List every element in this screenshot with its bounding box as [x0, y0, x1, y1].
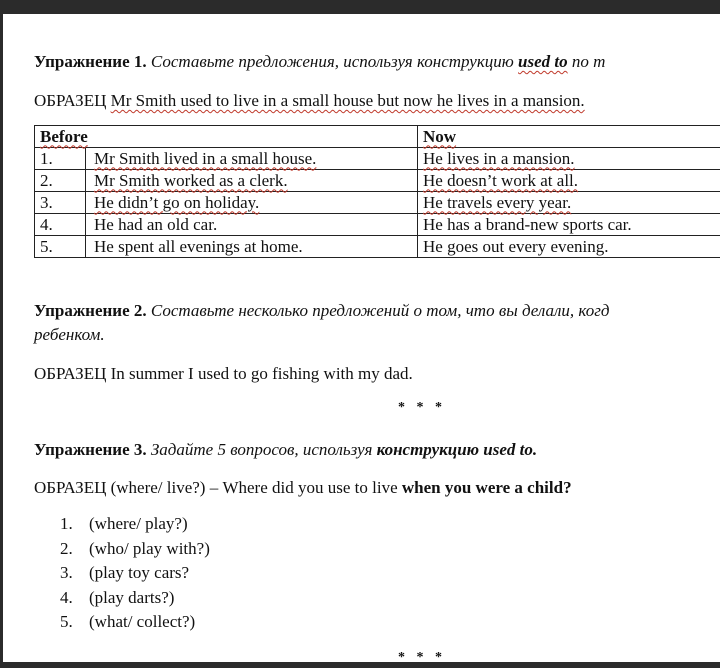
table-row — [35, 192, 720, 214]
item-number: 2. — [60, 538, 73, 558]
row-number: 3. — [35, 192, 86, 214]
list-item — [60, 586, 210, 611]
item-number: 4. — [60, 587, 73, 607]
exercise-1-heading: Упражнение 1. — [34, 52, 147, 71]
exercise-3-heading: Упражнение 3. — [34, 440, 147, 459]
table-row — [35, 148, 720, 170]
exercise-3-term: конструкцию used to. — [376, 440, 538, 459]
before-now-table — [34, 125, 720, 258]
exercise-2-task: Составьте несколько предложений о том, что вы делали, когд — [150, 301, 610, 320]
now-cell: He travels every year. — [418, 192, 720, 214]
list-item — [60, 537, 210, 562]
exercise-1-instruction — [34, 52, 605, 72]
table-header-row — [35, 126, 720, 148]
before-cell: He spent all evenings at home. — [86, 236, 418, 258]
item-text: (play toy cars? — [89, 563, 190, 582]
row-number: 5. — [35, 236, 86, 258]
document-page — [30, 0, 720, 668]
item-number: 5. — [60, 612, 73, 631]
now-cell: He doesn’t work at all. — [418, 170, 720, 192]
exercise-1-task-end: по т — [571, 52, 606, 71]
item-text: (play darts?) — [89, 587, 175, 607]
list-item — [60, 610, 210, 635]
list-item — [60, 561, 210, 586]
model-sentence: (where/ live?) – Where did you use to live — [110, 478, 398, 497]
item-text: (what/ collect?) — [89, 612, 196, 631]
exercise-1-model — [34, 91, 585, 111]
left-border — [0, 0, 3, 668]
list-item — [60, 512, 210, 537]
item-number: 1. — [60, 514, 73, 533]
model-label: ОБРАЗЕЦ — [34, 478, 107, 497]
now-cell: He has a brand-new sports car. — [418, 214, 720, 236]
before-cell: He didn’t go on holiday. — [86, 192, 418, 214]
item-number: 3. — [60, 563, 73, 582]
model-sentence: In summer I used to go fishing with my dad. — [110, 364, 413, 383]
table-row — [35, 170, 720, 192]
separator-stars-bottom: * * * — [398, 650, 446, 665]
now-cell: He goes out every evening. — [418, 236, 720, 258]
row-number: 2. — [35, 170, 86, 192]
before-cell: Mr Smith lived in a small house. — [86, 148, 418, 170]
table-row — [35, 236, 720, 258]
exercise-2-model — [34, 364, 413, 384]
question-list — [60, 512, 210, 635]
exercise-2-heading: Упражнение 2. — [34, 301, 147, 320]
before-cell: He had an old car. — [86, 214, 418, 236]
header-before: Before — [35, 126, 418, 148]
exercise-2-task-line2: ребенком. — [34, 325, 105, 344]
before-cell: Mr Smith worked as a clerk. — [86, 170, 418, 192]
item-text: (who/ play with?) — [89, 538, 210, 558]
header-now: Now — [418, 126, 720, 148]
now-cell: He lives in a mansion. — [418, 148, 720, 170]
row-number: 4. — [35, 214, 86, 236]
model-label: ОБРАЗЕЦ — [34, 91, 107, 110]
model-sentence-bold: when you were a child? — [401, 478, 572, 497]
exercise-2-instruction — [34, 301, 609, 321]
exercise-3-instruction — [34, 440, 537, 460]
exercise-1-term: used to — [518, 52, 568, 71]
model-label: ОБРАЗЕЦ — [34, 364, 107, 383]
item-text: (where/ play?) — [89, 514, 188, 533]
table-row — [35, 214, 720, 236]
exercise-3-model — [34, 478, 572, 498]
row-number: 1. — [35, 148, 86, 170]
exercise-3-task: Задайте 5 вопросов, используя — [150, 440, 373, 459]
model-sentence: Mr Smith used to live in a small house but now he lives in a mansion. — [110, 91, 585, 110]
separator-stars: * * * — [398, 400, 446, 415]
exercise-1-task: Составьте предложения, используя конструкцию — [150, 52, 514, 71]
